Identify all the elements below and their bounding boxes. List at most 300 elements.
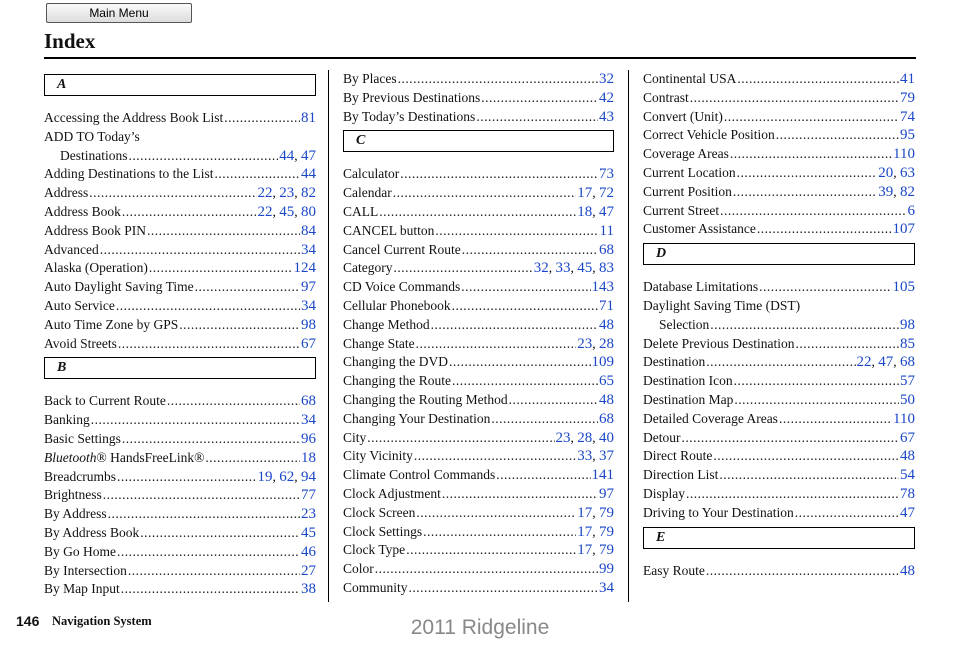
page-refs: [599, 297, 614, 316]
page-link[interactable]: 68: [599, 410, 614, 427]
page-link[interactable]: 48: [599, 316, 614, 333]
page-link[interactable]: 50: [900, 391, 915, 408]
dot-leader: [431, 316, 598, 335]
page-link[interactable]: 11: [599, 222, 614, 239]
index-term: Direct Route: [643, 448, 713, 464]
index-term: Display: [643, 485, 685, 501]
index-term: By Go Home: [44, 543, 116, 559]
page-link[interactable]: 57: [900, 373, 915, 390]
page-link[interactable]: 77: [301, 487, 316, 504]
dot-leader: [129, 147, 279, 166]
page-refs: [301, 222, 316, 241]
page-refs: [592, 353, 615, 372]
page-link[interactable]: 79: [599, 523, 614, 540]
dot-leader: [409, 579, 598, 598]
index-term: Adding Destinations to the List: [44, 166, 214, 182]
page-refs: [900, 126, 915, 145]
index-entry: [343, 335, 614, 354]
page-link[interactable]: 79: [900, 89, 915, 106]
page-link[interactable]: 124: [293, 260, 316, 277]
page-link[interactable]: 71: [599, 297, 614, 314]
dot-leader: [416, 335, 577, 354]
index-entry: [44, 165, 316, 184]
index-entry: [44, 259, 316, 278]
index-entry: [643, 202, 915, 221]
dot-leader: [89, 184, 256, 203]
page-refs: [301, 486, 316, 505]
dot-leader: [414, 447, 576, 466]
main-menu-button[interactable]: Main Menu: [46, 3, 192, 23]
page-refs: [900, 70, 915, 89]
dot-leader: [730, 145, 892, 164]
index-entry: [44, 203, 316, 222]
dot-leader: [379, 203, 576, 222]
index-entry: [343, 541, 614, 560]
page-link[interactable]: 44: [301, 166, 316, 183]
page-refs: [878, 164, 915, 183]
index-term: Calculator: [343, 166, 400, 182]
page-link[interactable]: 79: [599, 504, 614, 521]
page-refs: [900, 466, 915, 485]
index-term: Basic Settings: [44, 430, 121, 446]
page-link[interactable]: 141: [591, 467, 614, 484]
page-separator: ,: [294, 147, 301, 163]
page-refs: [301, 241, 316, 260]
page-link[interactable]: 98: [900, 316, 915, 333]
index-entry: [44, 316, 316, 335]
page-link[interactable]: 72: [599, 185, 614, 202]
index-entry: [44, 109, 316, 128]
page-refs: [857, 353, 916, 372]
page-refs: [577, 203, 614, 222]
index-entry: [343, 579, 614, 598]
page-link[interactable]: 38: [301, 581, 316, 598]
page-link[interactable]: 79: [599, 542, 614, 559]
index-term: Changing the Routing Method: [343, 391, 508, 407]
index-entry: [343, 429, 614, 448]
page-link[interactable]: 47: [599, 203, 614, 220]
page-link[interactable]: 94: [301, 468, 316, 485]
dot-leader: [147, 222, 300, 241]
index-term: Coverage Areas: [643, 146, 729, 162]
page-link[interactable]: 65: [599, 373, 614, 390]
dot-leader: [476, 108, 598, 127]
page-separator: ,: [592, 542, 599, 558]
dot-leader: [452, 297, 598, 316]
dot-leader: [140, 524, 300, 543]
page-link[interactable]: 17: [577, 504, 593, 521]
index-term: Auto Time Zone by GPS: [44, 316, 179, 332]
index-term: Database Limitations: [643, 279, 759, 295]
dot-leader: [795, 335, 899, 354]
title-rule: [44, 57, 916, 59]
index-entry: [343, 466, 614, 485]
index-entry: [44, 562, 316, 581]
page-link[interactable]: 45: [577, 260, 593, 277]
page-separator: ,: [294, 468, 301, 484]
page-link[interactable]: 32: [533, 260, 549, 277]
index-entry: [343, 504, 614, 523]
page-link[interactable]: 34: [301, 297, 316, 314]
dot-leader: [122, 430, 300, 449]
section-letter-header: B: [44, 357, 316, 379]
page-refs: [301, 335, 316, 354]
index-term: Destination Icon: [643, 373, 733, 389]
index-entry: [643, 410, 915, 429]
page-refs: [599, 391, 614, 410]
dot-leader: [734, 391, 899, 410]
page-separator: ,: [294, 185, 301, 201]
index-term: Driving to Your Destination: [643, 504, 794, 520]
page-link[interactable]: 98: [301, 316, 316, 333]
page-link[interactable]: 40: [599, 429, 614, 446]
index-entry: [643, 220, 915, 239]
index-term: Cancel Current Route: [343, 241, 461, 257]
dot-leader: [398, 70, 598, 89]
dot-leader: [710, 316, 899, 335]
dot-leader: [195, 278, 300, 297]
page-refs: [577, 447, 614, 466]
page-refs: [592, 278, 615, 297]
page-refs: [301, 524, 316, 543]
index-term: Address Book PIN: [44, 222, 147, 238]
page-link[interactable]: 20: [878, 164, 894, 181]
index-entry: [44, 335, 316, 354]
page-refs: [301, 543, 316, 562]
index-entry: [643, 278, 915, 297]
page-link[interactable]: 33: [577, 448, 593, 465]
index-term: [44, 449, 204, 468]
page-refs: [900, 372, 915, 391]
dot-leader: [733, 183, 877, 202]
page-separator: ,: [893, 354, 900, 370]
section-letter-header: A: [44, 74, 316, 96]
index-term: Climate Control Commands: [343, 467, 496, 483]
watermark: 2011 Ridgeline: [410, 616, 550, 639]
page-link[interactable]: 22: [856, 354, 872, 371]
page-separator: ,: [272, 468, 280, 484]
page-link[interactable]: 34: [599, 579, 614, 596]
page-link[interactable]: 48: [900, 448, 915, 465]
page-refs: [556, 429, 615, 448]
index-entry: [343, 523, 614, 542]
index-entry: [343, 184, 614, 203]
page-refs: [577, 523, 614, 542]
page-link[interactable]: 84: [301, 222, 316, 239]
dot-leader: [720, 202, 906, 221]
index-entry: [643, 297, 915, 316]
page-refs: [301, 316, 316, 335]
index-term: By Map Input: [44, 581, 120, 597]
index-entry: [343, 222, 614, 241]
dot-leader: [118, 335, 300, 354]
page-refs: [301, 580, 316, 599]
index-term: Category: [343, 260, 393, 276]
page-refs: [599, 241, 614, 260]
index-term: Address Book: [44, 203, 121, 219]
page-refs: [600, 222, 614, 241]
column-divider: [628, 70, 629, 602]
page-separator: ,: [893, 164, 900, 180]
index-term: Current Location: [643, 164, 736, 180]
page-link[interactable]: 110: [893, 146, 915, 163]
page-link[interactable]: 23: [555, 429, 571, 446]
page-link[interactable]: 74: [900, 108, 915, 125]
page-link[interactable]: 48: [599, 391, 614, 408]
index-entry: [643, 145, 915, 164]
index-entry: [343, 278, 614, 297]
dot-leader: [737, 70, 899, 89]
page-link[interactable]: 18: [577, 203, 593, 220]
index-entry: [643, 89, 915, 108]
index-entry: [44, 147, 316, 166]
index-term: Auto Service: [44, 297, 115, 313]
index-entry: [343, 241, 614, 260]
page-link[interactable]: 19: [257, 468, 273, 485]
dot-leader: [215, 165, 301, 184]
page-refs: [301, 411, 316, 430]
page-link[interactable]: 82: [900, 183, 915, 200]
dot-leader: [116, 297, 300, 316]
index-entry: [44, 222, 316, 241]
page-link[interactable]: 42: [599, 89, 614, 106]
page-refs: [900, 485, 915, 504]
index-entry: [343, 560, 614, 579]
page-link[interactable]: 17: [577, 542, 593, 559]
dot-leader: [406, 541, 576, 560]
page-link[interactable]: 67: [301, 335, 316, 352]
page-link[interactable]: 97: [301, 279, 316, 296]
index-entry: [44, 543, 316, 562]
page-refs: [900, 391, 915, 410]
page-link[interactable]: 23: [279, 185, 295, 202]
index-term: Convert (Unit): [643, 108, 723, 124]
dot-leader: [461, 278, 590, 297]
page-link[interactable]: 54: [900, 467, 915, 484]
index-entry: [343, 391, 614, 410]
page-refs: [301, 505, 316, 524]
index-entry: [643, 485, 915, 504]
page-link[interactable]: 46: [301, 543, 316, 560]
page-separator: ,: [592, 185, 599, 201]
index-term: Advanced: [44, 241, 99, 257]
index-term: Delete Previous Destination: [643, 335, 795, 351]
section-letter-header: D: [643, 243, 915, 265]
index-entry: [343, 165, 614, 184]
page-link[interactable]: 37: [599, 448, 614, 465]
index-term: Clock Screen: [343, 504, 416, 520]
index-entry: [643, 391, 915, 410]
index-entry: [643, 372, 915, 391]
page-refs: [893, 220, 916, 239]
page-link[interactable]: 45: [301, 524, 316, 541]
index-column-3: [643, 70, 915, 580]
page-refs: [258, 184, 317, 203]
index-term: Address: [44, 185, 89, 201]
index-term: Direction List: [643, 467, 719, 483]
page-link[interactable]: 48: [900, 562, 915, 579]
dot-leader: [737, 164, 878, 183]
page-refs: [577, 541, 614, 560]
page-link[interactable]: 47: [301, 147, 316, 164]
page-link[interactable]: 143: [591, 279, 614, 296]
index-entry: [343, 485, 614, 504]
index-entry: [643, 183, 915, 202]
page-link[interactable]: 107: [892, 221, 915, 238]
page-refs: [301, 278, 316, 297]
page-separator: ,: [272, 203, 280, 219]
page-link[interactable]: 85: [900, 335, 915, 352]
page-refs: [301, 562, 316, 581]
dot-leader: [416, 504, 576, 523]
page-link[interactable]: 83: [599, 260, 614, 277]
index-entry: [643, 429, 915, 448]
dot-leader: [103, 486, 300, 505]
dot-leader: [724, 108, 899, 127]
page-refs: [893, 410, 915, 429]
page-refs: [279, 147, 316, 166]
index-term: Changing the Route: [343, 373, 451, 389]
page-title: Index: [44, 29, 96, 53]
index-entry: [343, 447, 614, 466]
dot-leader: [462, 241, 598, 260]
page-link[interactable]: 22: [257, 185, 273, 202]
page-link[interactable]: 23: [577, 335, 593, 352]
page-link[interactable]: 82: [301, 185, 316, 202]
page-link[interactable]: 95: [900, 127, 915, 144]
index-entry: [643, 108, 915, 127]
page-separator: ,: [272, 185, 280, 201]
page-link[interactable]: 32: [599, 71, 614, 87]
dot-leader: [375, 560, 598, 579]
page-refs: [301, 165, 316, 184]
index-entry: [343, 410, 614, 429]
page-separator: ,: [592, 203, 599, 219]
index-term: By Intersection: [44, 562, 127, 578]
page-link[interactable]: 97: [599, 485, 614, 502]
index-term: Change State: [343, 335, 415, 351]
index-term: By Today’s Destinations: [343, 108, 476, 124]
index-term: Clock Settings: [343, 523, 423, 539]
page-link[interactable]: 6: [907, 202, 915, 219]
page-link[interactable]: 17: [577, 523, 593, 540]
page-separator: ,: [871, 354, 879, 370]
index-term: Destination: [643, 354, 706, 370]
page-link[interactable]: 47: [900, 504, 915, 521]
page-link[interactable]: 23: [301, 506, 316, 523]
page-refs: [893, 145, 915, 164]
page-refs: [900, 447, 915, 466]
dot-leader: [400, 165, 598, 184]
page-refs: [599, 89, 614, 108]
page-link[interactable]: 105: [892, 279, 915, 296]
page-link[interactable]: 109: [591, 354, 614, 371]
dot-leader: [224, 109, 300, 128]
page-refs: [878, 183, 915, 202]
page-link[interactable]: 41: [900, 71, 915, 87]
page-link[interactable]: 62: [279, 468, 295, 485]
page-link[interactable]: 68: [900, 354, 915, 371]
dot-leader: [496, 466, 590, 485]
dot-leader: [100, 241, 300, 260]
page-link[interactable]: 96: [301, 430, 316, 447]
page-link[interactable]: 81: [301, 110, 316, 126]
page-link[interactable]: 99: [599, 561, 614, 578]
index-term: Clock Type: [343, 542, 406, 558]
index-term: Changing Your Destination: [343, 410, 491, 426]
page-link[interactable]: 34: [301, 241, 316, 258]
page-link[interactable]: 28: [577, 429, 593, 446]
index-term: Correct Vehicle Position: [643, 127, 775, 143]
page-refs: [900, 562, 915, 581]
page-link[interactable]: 17: [577, 185, 593, 202]
index-entry: [643, 353, 915, 372]
page-link[interactable]: 44: [279, 147, 295, 164]
page-link[interactable]: 78: [900, 485, 915, 502]
dot-leader: [367, 429, 554, 448]
index-term-text: ® HandsFreeLink®: [96, 449, 205, 465]
page-refs: [599, 560, 614, 579]
index-term: CANCEL button: [343, 222, 435, 238]
page-link[interactable]: 43: [599, 108, 614, 125]
page-link[interactable]: 73: [599, 166, 614, 183]
page-link[interactable]: 33: [555, 260, 571, 277]
page-link[interactable]: 80: [301, 203, 316, 220]
dot-leader: [734, 372, 899, 391]
page-link[interactable]: 27: [301, 562, 316, 579]
page-link[interactable]: 22: [257, 203, 273, 220]
page-refs: [599, 410, 614, 429]
dot-leader: [690, 89, 899, 108]
page-refs: [258, 468, 317, 487]
page-refs: [599, 165, 614, 184]
page-link[interactable]: 63: [900, 164, 915, 181]
page-link[interactable]: 45: [279, 203, 295, 220]
page-refs: [599, 579, 614, 598]
index-entry: [643, 316, 915, 335]
index-entry: [44, 184, 316, 203]
page-link[interactable]: 68: [599, 241, 614, 258]
index-column-2: [343, 70, 614, 598]
page-refs: [592, 466, 615, 485]
page-link[interactable]: 68: [301, 393, 316, 410]
index-entry: [643, 447, 915, 466]
dot-leader: [205, 449, 300, 468]
index-term: Easy Route: [643, 562, 705, 578]
page-refs: [301, 297, 316, 316]
index-term: Community: [343, 579, 408, 595]
index-term: Customer Assistance: [643, 221, 756, 237]
page-link[interactable]: 28: [599, 335, 614, 352]
dot-leader: [452, 372, 598, 391]
page-link[interactable]: 67: [900, 429, 915, 446]
page-refs: [900, 89, 915, 108]
page-link[interactable]: 34: [301, 412, 316, 429]
page-link[interactable]: 47: [878, 354, 894, 371]
dot-leader: [682, 429, 900, 448]
page-link[interactable]: 110: [893, 410, 915, 427]
index-entry: [343, 316, 614, 335]
dot-leader: [779, 410, 892, 429]
index-term: Detour: [643, 429, 681, 445]
page-refs: [599, 372, 614, 391]
dot-leader: [435, 222, 598, 241]
dot-leader: [757, 220, 892, 239]
page-link[interactable]: 18: [301, 449, 316, 466]
index-term: By Places: [343, 71, 397, 86]
dot-leader: [509, 391, 598, 410]
page-link[interactable]: 39: [878, 183, 894, 200]
